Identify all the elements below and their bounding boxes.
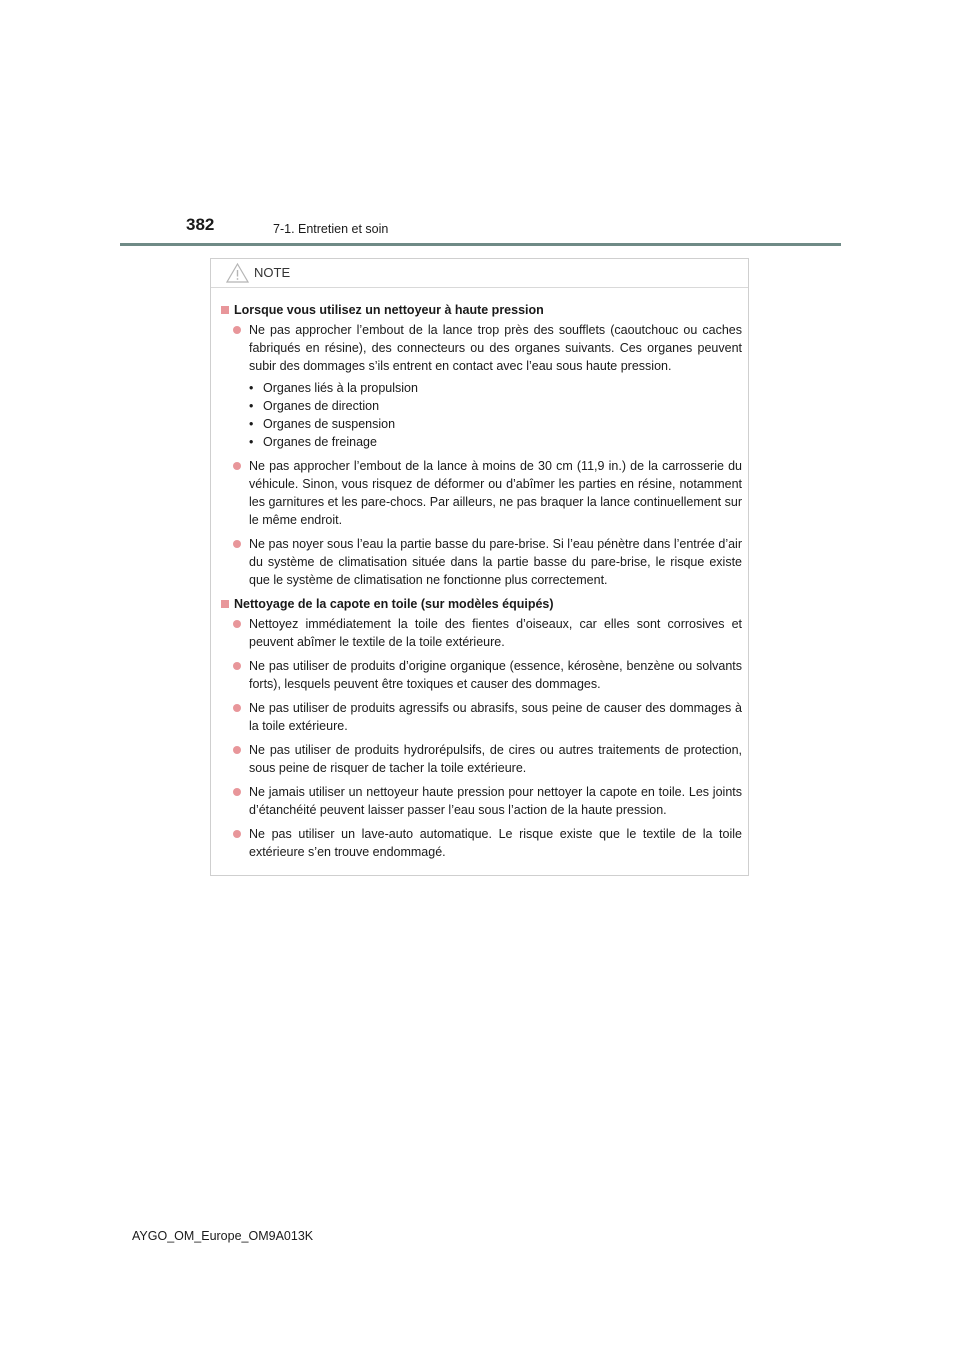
- footer-doc-id: AYGO_OM_Europe_OM9A013K: [132, 1229, 314, 1243]
- circle-bullet-icon: [233, 540, 241, 548]
- circle-bullet-icon: [233, 462, 241, 470]
- circle-bullet-icon: [233, 788, 241, 796]
- list-item: [232, 783, 742, 819]
- section-heading: [219, 301, 742, 319]
- list-item: [232, 535, 742, 589]
- sub-list-item-text: Organes de freinage: [263, 435, 377, 449]
- section-title: 7-1. Entretien et soin: [273, 222, 389, 236]
- list-item-text: Ne pas utiliser un lave-auto automatique. Le risque existe que le textile de la toile extérieure s’en trouve endommagé.: [249, 827, 742, 859]
- sub-list-item-text: Organes liés à la propulsion: [263, 381, 418, 395]
- note-body: [211, 288, 748, 861]
- list-item-text: Ne pas utiliser de produits hydrorépulsifs, de cires ou autres traitements de protection, sous peine de risquer de tacher la toile extérieure.: [249, 743, 742, 775]
- sub-list-item: • Organes de freinage: [249, 435, 377, 449]
- section-heading: [219, 595, 742, 613]
- list-item: [232, 825, 742, 861]
- sub-list: [249, 379, 742, 451]
- sub-list-item-text: Organes de suspension: [263, 417, 396, 431]
- circle-bullet-icon: [233, 746, 241, 754]
- list-item: [232, 657, 742, 693]
- sub-list-item: • Organes liés à la propulsion: [249, 381, 418, 395]
- sub-list-item: • Organes de suspension: [249, 417, 396, 431]
- list-item-text: Ne pas utiliser de produits agressifs ou abrasifs, sous peine de causer des dommages à la toile extérieure.: [249, 701, 742, 733]
- note-label: NOTE: [254, 265, 291, 280]
- list-item: [232, 699, 742, 735]
- list-item-text: [249, 321, 742, 451]
- circle-bullet-icon: [233, 704, 241, 712]
- square-bullet-icon: [221, 306, 229, 314]
- section-heading-text: Lorsque vous utilisez un nettoyeur à haute pression: [234, 303, 544, 317]
- note-box: [210, 258, 749, 876]
- list-item: [232, 457, 742, 529]
- list-item-text: Ne pas utiliser de produits d’origine organique (essence, kérosène, benzène ou solvants forts), lesquels peuvent être toxiques et causer des dommages.: [249, 659, 742, 691]
- list-item-paragraph: Ne pas approcher l’embout de la lance trop près des soufflets (caoutchouc ou caches fabriqués en résine), des connecteurs ou des organes suivants. Ces organes peuvent subir des dommages s’ils entrent en contact avec l’eau sous haute pression.: [249, 323, 742, 373]
- sub-list-item-text: Organes de direction: [263, 399, 380, 413]
- list-item-text: Ne pas noyer sous l’eau la partie basse du pare-brise. Si l’eau pénètre dans l’entrée d’air du système de climatisation située dans la partie basse du pare-brise, le risque existe que le système de climatisation ne fonctionne plus correctement.: [249, 537, 742, 587]
- circle-bullet-icon: [233, 620, 241, 628]
- warning-triangle-icon: [226, 263, 249, 283]
- list-item-text: Nettoyez immédiatement la toile des fientes d’oiseaux, car elles sont corrosives et peuvent abîmer le textile de la toile extérieure.: [249, 617, 742, 649]
- list-item-text: Ne jamais utiliser un nettoyeur haute pression pour nettoyer la capote en toile. Les joints d’étanchéité peuvent laisser passer l’eau sous l’action de la haute pression.: [249, 785, 742, 817]
- square-bullet-icon: [221, 600, 229, 608]
- circle-bullet-icon: [233, 662, 241, 670]
- header-rule: [120, 243, 841, 246]
- section-heading-text: Nettoyage de la capote en toile (sur modèles équipés): [234, 597, 554, 611]
- list-item: [232, 321, 742, 451]
- note-header: [211, 259, 748, 288]
- sub-list-item: • Organes de direction: [249, 399, 380, 413]
- list-item-text: Ne pas approcher l’embout de la lance à moins de 30 cm (11,9 in.) de la carrosserie du véhicule. Sinon, vous risquez de déformer ou d’abîmer les parties en résine, notamment les garnitures et les pare-chocs. Par ailleurs, ne pas braquer la lance continuellement sur le même endroit.: [249, 459, 742, 527]
- list-item: [232, 741, 742, 777]
- page-number: 382: [186, 215, 215, 234]
- list-item: [232, 615, 742, 651]
- circle-bullet-icon: [233, 830, 241, 838]
- circle-bullet-icon: [233, 326, 241, 334]
